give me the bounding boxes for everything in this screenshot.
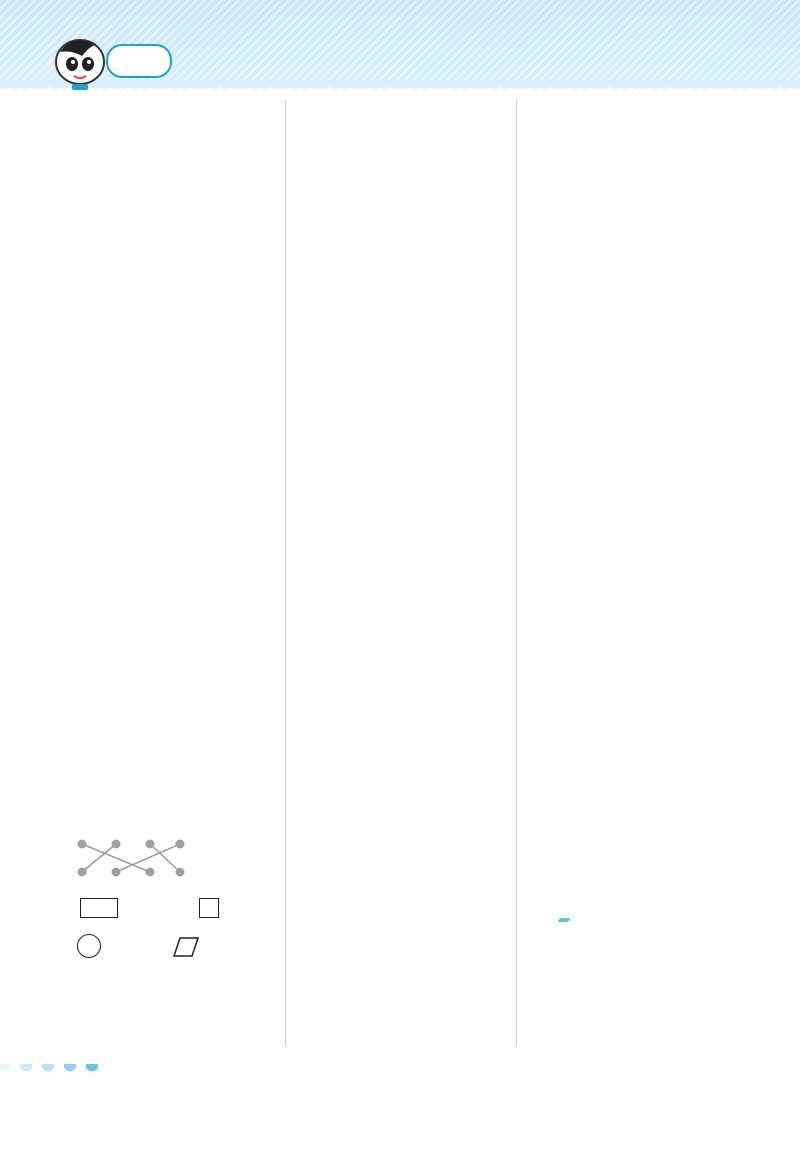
circle-shape	[77, 934, 101, 958]
brand-badge	[106, 44, 172, 78]
column-divider-1	[285, 100, 286, 1046]
column-divider-2	[516, 100, 517, 1046]
footer-decoration-dots	[0, 1062, 110, 1076]
mascot-logo	[52, 30, 112, 92]
rectangle-shape	[80, 898, 118, 918]
unit4-badge	[558, 918, 570, 922]
header-wave-border	[0, 80, 800, 96]
parallelogram-shape	[172, 936, 200, 958]
matching-lines-diagram	[76, 836, 186, 880]
square-shape	[199, 898, 219, 918]
